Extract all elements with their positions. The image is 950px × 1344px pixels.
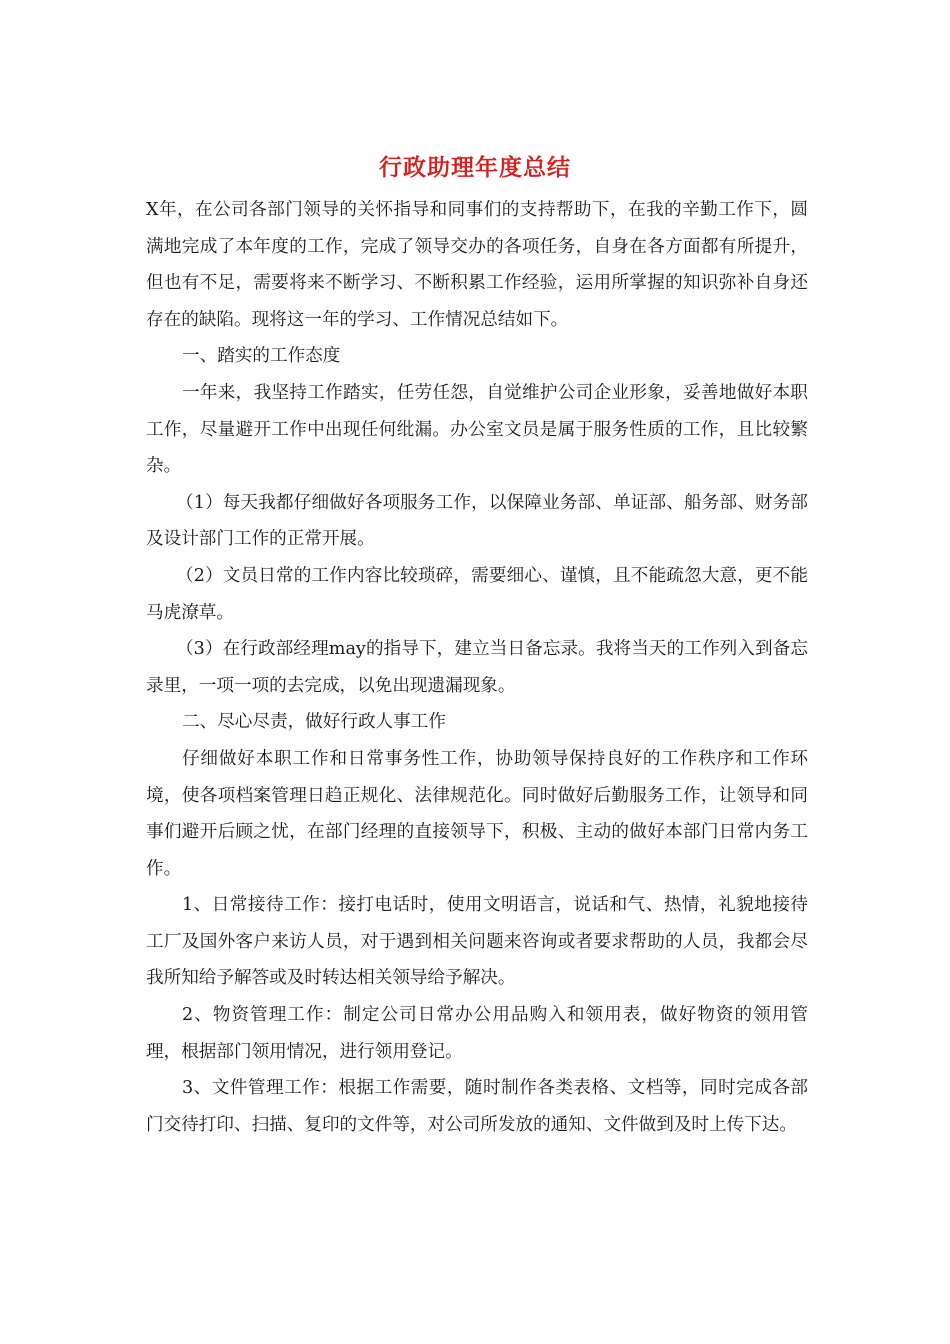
section-heading-2: 二、尽心尽责，做好行政人事工作	[182, 712, 446, 733]
list-item-2: （2）文员日常的工作内容比较琐碎，需要细心、谨慎，且不能疏忽大意，更不能马虎潦草。	[146, 565, 808, 623]
numbered-item-2: 2、物资管理工作：制定公司日常办公用品购入和领用表，做好物资的领用管理，根据部门领用情况，进行领用登记。	[146, 1005, 808, 1062]
section-1-paragraph: 一年来，我坚持工作踏实，任劳任怨，自觉维护公司企业形象，妥善地做好本职工作，尽量避开工作中出现任何纰漏。办公室文员是属于服务性质的工作，且比较繁杂。	[146, 382, 808, 477]
document-body	[146, 192, 808, 1143]
intro-paragraph: X年，在公司各部门领导的关怀指导和同事们的支持帮助下，在我的辛勤工作下，圆满地完成了本年度的工作，完成了领导交办的各项任务，自身在各方面都有所提升，但也有不足，需要将来不断学习、不断积累工作经验，运用所掌握的知识弥补自身还存在的缺陷。现将这一年的学习、工作情况总结如下。	[146, 200, 808, 330]
section-2-paragraph: 仔细做好本职工作和日常事务性工作，协助领导保持良好的工作秩序和工作环境，使各项档案管理日趋正规化、法律规范化。同时做好后勤服务工作，让领导和同事们避开后顾之忧，在部门经理的直接领导下，积极、主动的做好本部门日常内务工作。	[146, 748, 808, 879]
list-item-3: （3）在行政部经理may的指导下，建立当日备忘录。我将当天的工作列入到备忘录里，一项一项的去完成，以免出现遗漏现象。	[146, 639, 808, 696]
list-item-1: （1）每天我都仔细做好各项服务工作，以保障业务部、单证部、船务部、财务部及设计部门工作的正常开展。	[146, 492, 808, 550]
document-title: 行政助理年度总结	[379, 154, 571, 181]
section-heading-1: 一、踏实的工作态度	[182, 346, 341, 367]
numbered-item-3: 3、文件管理工作：根据工作需要，随时制作各类表格、文档等，同时完成各部门交待打印、扫描、复印的文件等，对公司所发放的通知、文件做到及时上传下达。	[146, 1078, 808, 1135]
numbered-item-1: 1、日常接待工作：接打电话时，使用文明语言，说话和气、热情，礼貌地接待工厂及国外客户来访人员，对于遇到相关问题来咨询或者要求帮助的人员，我都会尽我所知给予解答或及时转达相关领导给予解决。	[146, 895, 808, 989]
